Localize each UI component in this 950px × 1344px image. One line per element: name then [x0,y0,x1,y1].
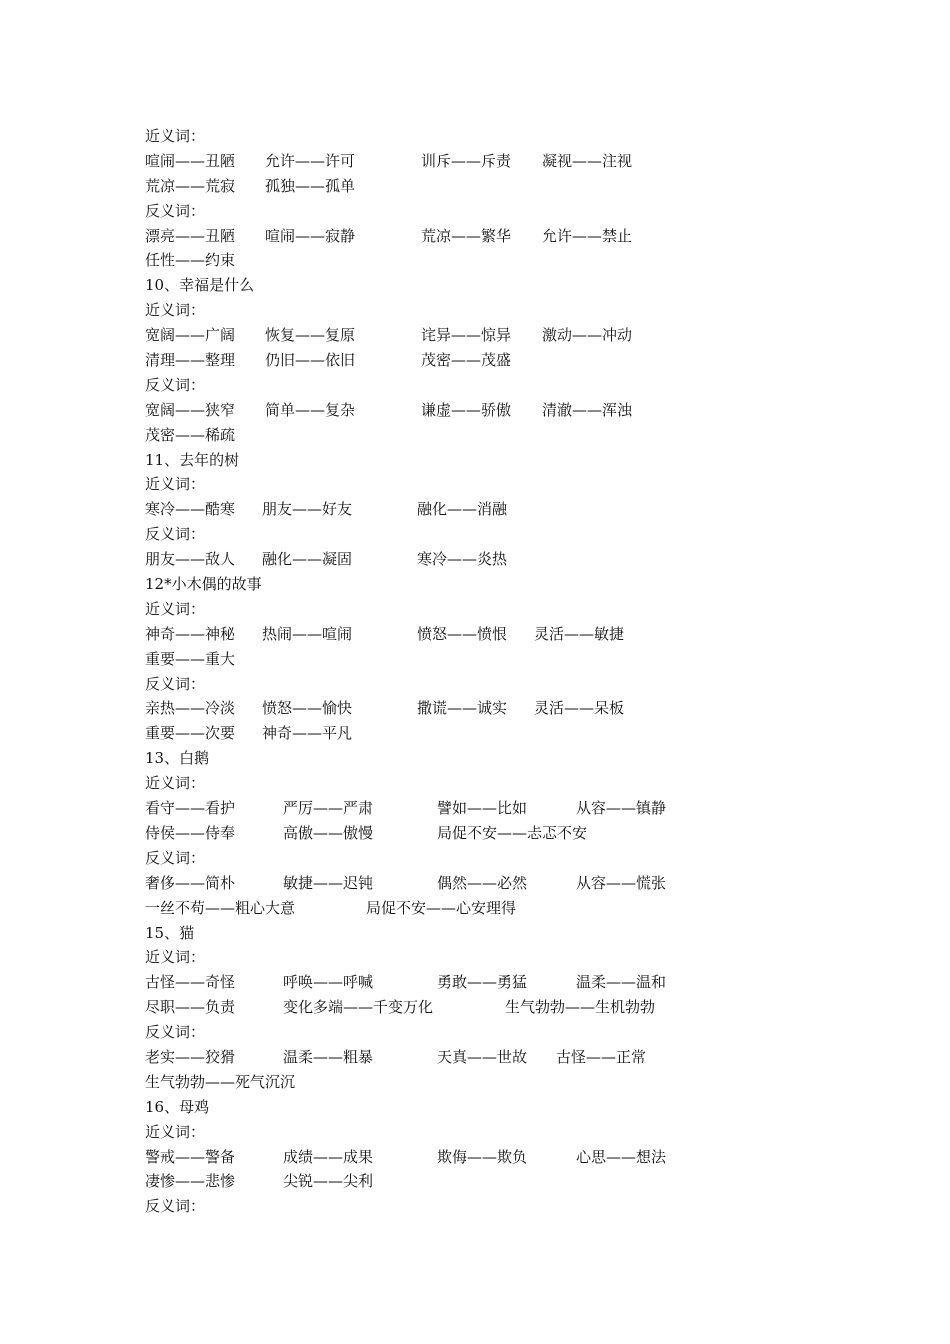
word-pair-row [145,871,845,896]
word-pair: 任性——约束 [145,251,236,270]
word-pair: 譬如——比如 [437,799,528,818]
word-pair: 从容——慌张 [576,873,667,892]
section-label [145,672,845,697]
word-pair: 凄惨——悲惨 [145,1172,236,1191]
word-pair: 凝视——注视 [542,151,633,170]
word-pair: 宽阔——狭窄 [145,400,236,419]
word-pair: 茂密——茂盛 [421,351,512,370]
word-pair: 老实——狡猾 [145,1047,236,1066]
word-pair: 一丝不苟——粗心大意 [145,898,296,917]
label-text: 近义词： [145,127,206,145]
section-label [145,298,845,323]
word-pair: 重要——次要 [145,724,236,743]
word-pair-row [145,423,845,448]
lesson-heading [145,746,845,771]
word-pair: 严厉——严肃 [283,799,374,818]
word-pair-row [145,323,845,348]
word-pair: 灵活——敏捷 [534,624,625,643]
word-pair: 温柔——温和 [576,973,667,992]
label-text: 反义词： [145,201,206,220]
lesson-heading [145,572,845,597]
label-text: 近义词： [145,1122,206,1141]
label-text: 近义词： [145,948,206,967]
word-pair-row [145,348,845,373]
label-text: 近义词： [145,475,206,494]
word-pair-row [145,896,845,921]
heading-text: 10、幸福是什么 [145,276,255,295]
word-pair: 诧异——惊异 [421,326,512,345]
word-pair: 寒冷——炎热 [417,550,508,569]
label-text: 近义词： [145,599,206,618]
word-pair: 警戒——警备 [145,1147,236,1166]
word-pair: 成绩——成果 [283,1147,374,1166]
word-pair: 尽职——负责 [145,998,236,1017]
section-label [145,945,845,970]
section-label [145,1020,845,1045]
word-pair-row [145,995,845,1020]
heading-text: 11、去年的树 [145,450,240,469]
word-pair: 寒冷——酷寒 [145,500,236,519]
heading-text: 13、白鹅 [145,749,210,768]
word-pair: 尖锐——尖利 [283,1172,374,1191]
word-pair: 谦虚——骄傲 [421,400,512,419]
word-pair: 看守——看护 [145,799,236,818]
word-pair: 欺侮——欺负 [437,1147,528,1166]
section-label [145,771,845,796]
word-pair: 敏捷——迟钝 [283,873,374,892]
word-pair: 愤怒——愤恨 [417,624,508,643]
word-pair-row [145,821,845,846]
word-pair-row [145,497,845,522]
word-pair: 朋友——好友 [262,500,353,519]
word-pair: 喧闹——丑陋 [145,151,236,170]
word-pair-row [145,248,845,273]
word-pair-row [145,149,845,174]
word-pair: 茂密——稀疏 [145,425,236,444]
word-pair: 允许——许可 [265,151,356,170]
word-pair: 允许——禁止 [542,226,633,245]
word-pair: 偶然——必然 [437,873,528,892]
word-pair: 神奇——神秘 [145,624,236,643]
word-pair: 孤独——孤单 [265,176,356,195]
word-pair: 温柔——粗暴 [283,1047,374,1066]
word-pair-row [145,547,845,572]
word-pair: 撒谎——诚实 [417,699,508,718]
word-pair: 仍旧——依旧 [265,351,356,370]
section-label [145,597,845,622]
word-pair: 朋友——敌人 [145,550,236,569]
word-pair-row [145,1169,845,1194]
word-pair-row [145,224,845,249]
word-pair: 漂亮——丑陋 [145,226,236,245]
word-pair: 古怪——正常 [556,1047,647,1066]
lesson-heading [145,448,845,473]
word-pair: 荒凉——荒寂 [145,176,236,195]
word-pair: 亲热——冷淡 [145,699,236,718]
label-text: 反义词： [145,1197,206,1216]
word-pair-row [145,721,845,746]
word-pair: 灵活——呆板 [534,699,625,718]
word-pair-row [145,622,845,647]
word-pair: 呼唤——呼喊 [283,973,374,992]
word-pair: 心思——想法 [576,1147,667,1166]
word-pair: 生气勃勃——死气沉沉 [145,1072,296,1091]
word-pair: 简单——复杂 [265,400,356,419]
section-label [145,1194,845,1219]
word-pair: 荒凉——繁华 [421,226,512,245]
word-pair: 喧闹——寂静 [265,226,356,245]
word-pair-row [145,174,845,199]
word-pair: 热闹——喧闹 [262,624,353,643]
lesson-heading [145,1095,845,1120]
word-pair: 重要——重大 [145,649,236,668]
word-pair-row [145,1070,845,1095]
word-pair-row [145,796,845,821]
word-pair-row [145,1145,845,1170]
word-pair: 古怪——奇怪 [145,973,236,992]
document-body [145,124,845,1219]
word-pair: 天真——世故 [437,1047,528,1066]
word-pair-row [145,970,845,995]
word-pair: 从容——镇静 [576,799,667,818]
word-pair: 高傲——傲慢 [283,823,374,842]
heading-text: 12*小木偶的故事 [145,575,262,594]
word-pair: 清澈——浑浊 [542,400,633,419]
label-text: 近义词： [145,301,206,320]
word-pair-row [145,647,845,672]
label-text: 反义词： [145,375,206,394]
word-pair: 侍侯——侍奉 [145,823,236,842]
word-pair: 融化——凝固 [262,550,353,569]
label-text: 反义词： [145,848,206,867]
label-text: 反义词： [145,1023,206,1042]
word-pair: 清理——整理 [145,351,236,370]
word-pair: 局促不安——忐忑不安 [437,823,588,842]
word-pair-row [145,696,845,721]
word-pair: 训斥——斥责 [421,151,512,170]
word-pair: 恢复——复原 [265,326,356,345]
section-label [145,199,845,224]
word-pair: 愤怒——愉快 [262,699,353,718]
section-label [145,846,845,871]
heading-text: 15、猫 [145,923,195,942]
word-pair-row [145,398,845,423]
section-label [145,472,845,497]
word-pair: 神奇——平凡 [262,724,353,743]
section-label [145,1120,845,1145]
word-pair: 局促不安——心安理得 [366,898,517,917]
section-label [145,124,845,149]
word-pair: 融化——消融 [417,500,508,519]
word-pair: 激动——冲动 [542,326,633,345]
word-pair: 奢侈——简朴 [145,873,236,892]
lesson-heading [145,921,845,946]
label-text: 反义词： [145,525,206,544]
word-pair: 生气勃勃——生机勃勃 [505,998,656,1017]
section-label [145,522,845,547]
label-text: 反义词： [145,674,206,693]
word-pair: 宽阔——广阔 [145,326,236,345]
word-pair: 变化多端——千变万化 [283,998,434,1017]
section-label [145,373,845,398]
word-pair: 勇敢——勇猛 [437,973,528,992]
label-text: 近义词： [145,774,206,793]
lesson-heading [145,273,845,298]
heading-text: 16、母鸡 [145,1097,210,1116]
word-pair-row [145,1045,845,1070]
